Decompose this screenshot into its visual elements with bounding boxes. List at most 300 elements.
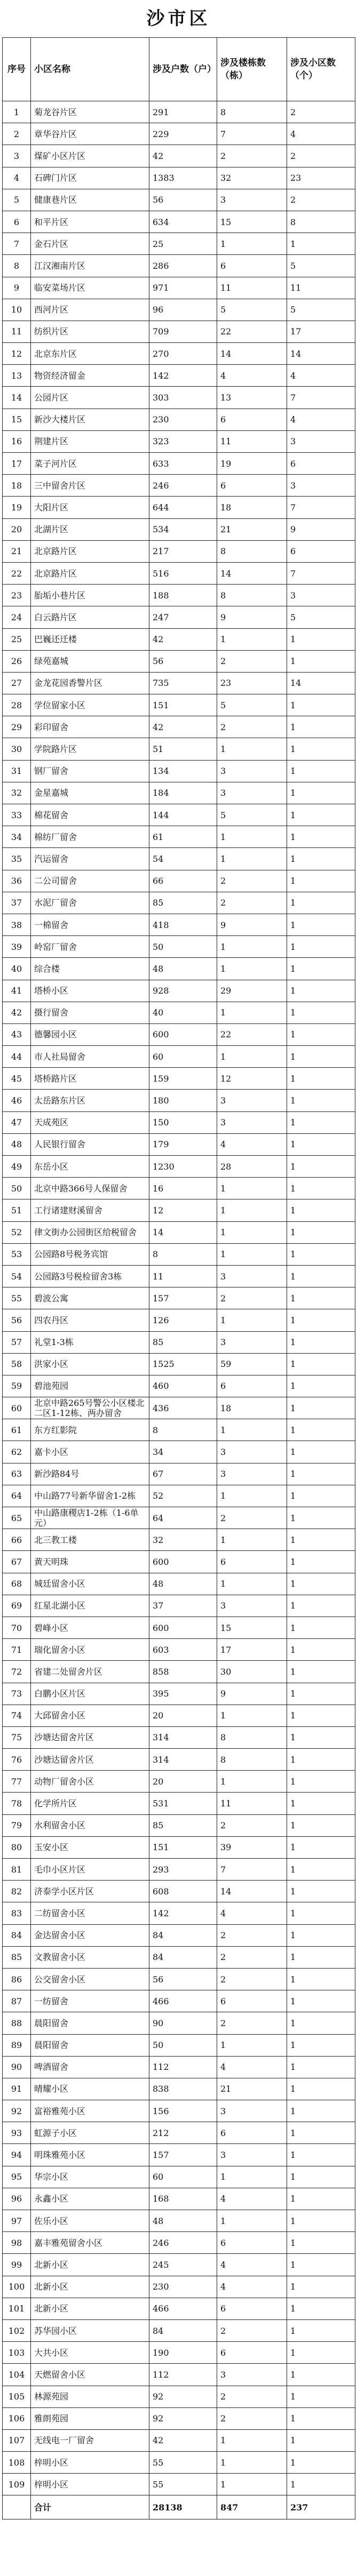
row-buildings: 1 bbox=[217, 958, 287, 980]
row-community-name: 玉安小区 bbox=[31, 1836, 149, 1858]
row-households: 60 bbox=[149, 2166, 217, 2188]
table-row bbox=[3, 1793, 355, 1814]
row-households: 84 bbox=[149, 2319, 217, 2341]
table-row bbox=[3, 1199, 355, 1221]
row-seq: 56 bbox=[3, 1309, 31, 1331]
row-community-name: 华宗小区 bbox=[31, 2166, 149, 2188]
row-community-name: 无线电一厂留舍 bbox=[31, 2429, 149, 2451]
row-community-name: 汽运留舍 bbox=[31, 848, 149, 870]
row-seq: 63 bbox=[3, 1463, 31, 1485]
row-households: 212 bbox=[149, 2122, 217, 2144]
row-households: 66 bbox=[149, 870, 217, 892]
row-community-name: 北京路片区 bbox=[31, 562, 149, 584]
table-row bbox=[3, 694, 355, 716]
row-communities: 1 bbox=[287, 1617, 355, 1638]
row-buildings: 5 bbox=[217, 694, 287, 716]
row-community-name: 岭窑厂留舍 bbox=[31, 936, 149, 958]
table-row bbox=[3, 1617, 355, 1638]
row-seq: 55 bbox=[3, 1287, 31, 1309]
row-communities: 1 bbox=[287, 2276, 355, 2298]
table-row bbox=[3, 738, 355, 760]
row-communities: 1 bbox=[287, 782, 355, 804]
row-households: 838 bbox=[149, 2078, 217, 2100]
table-row bbox=[3, 1771, 355, 1793]
row-households: 634 bbox=[149, 211, 217, 233]
row-community-name: 济泰学小区片区 bbox=[31, 1881, 149, 1902]
row-buildings: 2 bbox=[217, 870, 287, 892]
row-communities: 1 bbox=[287, 1836, 355, 1858]
row-buildings: 1 bbox=[217, 2034, 287, 2056]
row-households: 229 bbox=[149, 123, 217, 145]
row-community-name: 健康巷片区 bbox=[31, 189, 149, 211]
row-buildings: 3 bbox=[217, 1441, 287, 1463]
row-households: 245 bbox=[149, 2254, 217, 2276]
row-seq: 92 bbox=[3, 2100, 31, 2122]
table-row bbox=[3, 540, 355, 562]
row-community-name: 礼堂1-3栋 bbox=[31, 1331, 149, 1353]
table-row bbox=[3, 189, 355, 211]
table-row bbox=[3, 2342, 355, 2364]
row-buildings: 2 bbox=[217, 145, 287, 167]
row-community-name: 啤酒留舍 bbox=[31, 2056, 149, 2078]
row-seq: 28 bbox=[3, 694, 31, 716]
row-households: 60 bbox=[149, 1046, 217, 1068]
row-buildings: 2 bbox=[217, 1287, 287, 1309]
row-households: 50 bbox=[149, 2034, 217, 2056]
row-buildings: 7 bbox=[217, 1859, 287, 1881]
row-communities: 1 bbox=[287, 1463, 355, 1485]
row-households: 600 bbox=[149, 1023, 217, 1045]
row-communities: 1 bbox=[287, 1221, 355, 1243]
row-buildings: 3 bbox=[217, 1463, 287, 1485]
row-buildings: 2 bbox=[217, 892, 287, 914]
row-community-name: 白云路片区 bbox=[31, 606, 149, 628]
row-communities: 1 bbox=[287, 628, 355, 650]
table-row bbox=[3, 518, 355, 540]
row-seq: 98 bbox=[3, 2232, 31, 2254]
row-households: 928 bbox=[149, 980, 217, 1002]
row-buildings: 8 bbox=[217, 101, 287, 123]
row-seq: 51 bbox=[3, 1199, 31, 1221]
row-households: 291 bbox=[149, 101, 217, 123]
row-buildings: 8 bbox=[217, 540, 287, 562]
row-households: 112 bbox=[149, 2056, 217, 2078]
row-seq: 66 bbox=[3, 1529, 31, 1551]
row-households: 600 bbox=[149, 1617, 217, 1638]
table-row bbox=[3, 211, 355, 233]
row-seq: 43 bbox=[3, 1023, 31, 1045]
row-buildings: 3 bbox=[217, 1090, 287, 1111]
row-buildings: 3 bbox=[217, 1331, 287, 1353]
row-seq: 50 bbox=[3, 1178, 31, 1199]
row-community-name: 大邱留舍小区 bbox=[31, 1705, 149, 1726]
row-communities: 1 bbox=[287, 2100, 355, 2122]
table-row bbox=[3, 2056, 355, 2078]
row-buildings: 2 bbox=[217, 2319, 287, 2341]
row-communities: 1 bbox=[287, 1156, 355, 1178]
row-buildings: 6 bbox=[217, 2232, 287, 2254]
row-households: 61 bbox=[149, 826, 217, 848]
row-households: 971 bbox=[149, 277, 217, 299]
table-row bbox=[3, 716, 355, 738]
total-label: 合计 bbox=[31, 2495, 149, 2519]
row-seq: 57 bbox=[3, 1331, 31, 1353]
table-row bbox=[3, 1309, 355, 1331]
row-seq: 49 bbox=[3, 1156, 31, 1178]
row-seq: 65 bbox=[3, 1507, 31, 1529]
row-community-name: 塔桥路片区 bbox=[31, 1068, 149, 1090]
row-households: 151 bbox=[149, 694, 217, 716]
row-seq: 87 bbox=[3, 1990, 31, 2012]
row-community-name: 律文街办公园街区给税留舍 bbox=[31, 1221, 149, 1243]
table-row bbox=[3, 1221, 355, 1243]
row-seq: 35 bbox=[3, 848, 31, 870]
row-communities: 1 bbox=[287, 1287, 355, 1309]
row-households: 534 bbox=[149, 518, 217, 540]
row-communities: 17 bbox=[287, 321, 355, 342]
row-communities: 1 bbox=[287, 870, 355, 892]
header-seq: 序号 bbox=[3, 38, 31, 101]
row-buildings: 6 bbox=[217, 2122, 287, 2144]
row-buildings: 1 bbox=[217, 2474, 287, 2495]
row-households: 184 bbox=[149, 782, 217, 804]
row-households: 168 bbox=[149, 2188, 217, 2210]
row-buildings: 2 bbox=[217, 1814, 287, 1836]
row-seq: 12 bbox=[3, 343, 31, 365]
row-households: 50 bbox=[149, 936, 217, 958]
row-communities: 1 bbox=[287, 1507, 355, 1529]
row-households: 1383 bbox=[149, 167, 217, 189]
row-buildings: 2 bbox=[217, 1946, 287, 1968]
row-community-name: 晴耀小区 bbox=[31, 2078, 149, 2100]
table-row bbox=[3, 1046, 355, 1068]
row-community-name: 红星北湖小区 bbox=[31, 1595, 149, 1617]
row-community-name: 动物厂留舍小区 bbox=[31, 1771, 149, 1793]
row-communities: 1 bbox=[287, 1090, 355, 1111]
row-buildings: 22 bbox=[217, 321, 287, 342]
row-buildings: 3 bbox=[217, 1265, 287, 1287]
table-row bbox=[3, 2232, 355, 2254]
row-households: 608 bbox=[149, 1881, 217, 1902]
row-seq: 62 bbox=[3, 1441, 31, 1463]
row-households: 85 bbox=[149, 892, 217, 914]
row-buildings: 6 bbox=[217, 255, 287, 277]
row-seq: 97 bbox=[3, 2210, 31, 2232]
row-seq: 99 bbox=[3, 2254, 31, 2276]
row-seq: 39 bbox=[3, 936, 31, 958]
table-row bbox=[3, 365, 355, 387]
row-seq: 42 bbox=[3, 1002, 31, 1023]
row-communities: 1 bbox=[287, 1639, 355, 1661]
row-buildings: 3 bbox=[217, 1595, 287, 1617]
row-households: 314 bbox=[149, 1726, 217, 1748]
row-seq: 73 bbox=[3, 1683, 31, 1705]
row-households: 460 bbox=[149, 1375, 217, 1397]
row-buildings: 1 bbox=[217, 936, 287, 958]
row-seq: 106 bbox=[3, 2407, 31, 2429]
row-community-name: 四农丹区 bbox=[31, 1309, 149, 1331]
row-households: 32 bbox=[149, 1529, 217, 1551]
row-households: 188 bbox=[149, 585, 217, 606]
row-seq: 40 bbox=[3, 958, 31, 980]
row-community-name: 煤矿小区片区 bbox=[31, 145, 149, 167]
row-households: 246 bbox=[149, 475, 217, 497]
row-community-name: 城廷留舍小区 bbox=[31, 1573, 149, 1595]
row-communities: 1 bbox=[287, 980, 355, 1002]
row-community-name: 菊龙谷片区 bbox=[31, 101, 149, 123]
row-community-name: 综合楼 bbox=[31, 958, 149, 980]
row-communities: 1 bbox=[287, 2298, 355, 2319]
row-communities: 6 bbox=[287, 453, 355, 475]
row-households: 1230 bbox=[149, 1156, 217, 1178]
row-community-name: 沙塘达留舍片区 bbox=[31, 1726, 149, 1748]
table-row bbox=[3, 1968, 355, 1990]
row-households: 11 bbox=[149, 1265, 217, 1287]
row-seq: 2 bbox=[3, 123, 31, 145]
row-households: 436 bbox=[149, 1397, 217, 1419]
row-seq: 17 bbox=[3, 453, 31, 475]
row-community-name: 碧波公寓 bbox=[31, 1287, 149, 1309]
row-communities: 1 bbox=[287, 1551, 355, 1573]
row-households: 64 bbox=[149, 1507, 217, 1529]
row-buildings: 1 bbox=[217, 1199, 287, 1221]
row-community-name: 白鹏小区片区 bbox=[31, 1683, 149, 1705]
row-community-name: 章华谷片区 bbox=[31, 123, 149, 145]
row-households: 395 bbox=[149, 1683, 217, 1705]
row-seq: 10 bbox=[3, 299, 31, 321]
row-communities: 1 bbox=[287, 2429, 355, 2451]
table-row bbox=[3, 1507, 355, 1529]
row-communities: 1 bbox=[287, 2078, 355, 2100]
row-households: 55 bbox=[149, 2474, 217, 2495]
row-buildings: 32 bbox=[217, 167, 287, 189]
row-households: 92 bbox=[149, 2407, 217, 2429]
row-communities: 1 bbox=[287, 2319, 355, 2341]
row-community-name: 学位留家小区 bbox=[31, 694, 149, 716]
row-buildings: 1 bbox=[217, 2210, 287, 2232]
row-seq: 13 bbox=[3, 365, 31, 387]
row-seq: 96 bbox=[3, 2188, 31, 2210]
row-buildings: 1 bbox=[217, 1178, 287, 1199]
row-community-name: 佐乐小区 bbox=[31, 2210, 149, 2232]
row-households: 230 bbox=[149, 409, 217, 430]
row-households: 54 bbox=[149, 848, 217, 870]
table-row bbox=[3, 1924, 355, 1946]
row-households: 42 bbox=[149, 628, 217, 650]
row-seq: 34 bbox=[3, 826, 31, 848]
row-seq: 25 bbox=[3, 628, 31, 650]
total-households: 28138 bbox=[149, 2495, 217, 2519]
row-community-name: 天燃留舍小区 bbox=[31, 2364, 149, 2386]
row-communities: 1 bbox=[287, 1573, 355, 1595]
row-households: 735 bbox=[149, 672, 217, 694]
row-buildings: 1 bbox=[217, 2429, 287, 2451]
row-households: 67 bbox=[149, 1463, 217, 1485]
header-households: 涉及户数（户） bbox=[149, 38, 217, 101]
row-households: 314 bbox=[149, 1749, 217, 1771]
row-seq: 29 bbox=[3, 716, 31, 738]
row-buildings: 9 bbox=[217, 1683, 287, 1705]
table-row bbox=[3, 1068, 355, 1090]
row-buildings: 11 bbox=[217, 430, 287, 452]
row-community-name: 水泥厂留舍 bbox=[31, 892, 149, 914]
row-households: 246 bbox=[149, 2232, 217, 2254]
row-seq: 3 bbox=[3, 145, 31, 167]
row-buildings: 1 bbox=[217, 738, 287, 760]
row-households: 144 bbox=[149, 804, 217, 826]
total-communities: 237 bbox=[287, 2495, 355, 2519]
row-communities: 4 bbox=[287, 123, 355, 145]
row-community-name: 金龙花园香警片区 bbox=[31, 672, 149, 694]
row-seq: 94 bbox=[3, 2144, 31, 2166]
row-communities: 1 bbox=[287, 1859, 355, 1881]
row-communities: 1 bbox=[287, 2012, 355, 2034]
row-seq: 91 bbox=[3, 2078, 31, 2100]
row-households: 51 bbox=[149, 738, 217, 760]
row-households: 151 bbox=[149, 1836, 217, 1858]
table-row bbox=[3, 2298, 355, 2319]
row-communities: 1 bbox=[287, 1968, 355, 1990]
row-households: 466 bbox=[149, 1990, 217, 2012]
table-row bbox=[3, 1595, 355, 1617]
row-buildings: 3 bbox=[217, 189, 287, 211]
row-communities: 7 bbox=[287, 387, 355, 409]
row-seq: 7 bbox=[3, 233, 31, 255]
row-community-name: 北三教工楼 bbox=[31, 1529, 149, 1551]
row-seq: 38 bbox=[3, 914, 31, 935]
row-communities: 1 bbox=[287, 1749, 355, 1771]
row-communities: 14 bbox=[287, 343, 355, 365]
row-community-name: 人民银行留舍 bbox=[31, 1133, 149, 1155]
row-buildings: 3 bbox=[217, 1111, 287, 1133]
row-community-name: 梓明小区 bbox=[31, 2474, 149, 2495]
row-seq: 14 bbox=[3, 387, 31, 409]
row-households: 56 bbox=[149, 1968, 217, 1990]
row-community-name: 永鑫小区 bbox=[31, 2188, 149, 2210]
row-seq: 60 bbox=[3, 1397, 31, 1419]
row-households: 20 bbox=[149, 1771, 217, 1793]
row-communities: 1 bbox=[287, 2034, 355, 2056]
row-buildings: 2 bbox=[217, 2407, 287, 2429]
row-communities: 1 bbox=[287, 1419, 355, 1441]
row-community-name: 德馨园小区 bbox=[31, 1023, 149, 1045]
row-seq: 71 bbox=[3, 1639, 31, 1661]
row-seq: 31 bbox=[3, 760, 31, 782]
row-communities: 4 bbox=[287, 409, 355, 430]
row-community-name: 北新小区 bbox=[31, 2298, 149, 2319]
row-households: 126 bbox=[149, 1309, 217, 1331]
row-buildings: 59 bbox=[217, 1353, 287, 1375]
row-households: 20 bbox=[149, 1705, 217, 1726]
row-community-name: 石碑门片区 bbox=[31, 167, 149, 189]
row-seq: 72 bbox=[3, 1661, 31, 1683]
row-seq: 81 bbox=[3, 1859, 31, 1881]
row-communities: 1 bbox=[287, 1441, 355, 1463]
row-seq: 53 bbox=[3, 1243, 31, 1265]
row-households: 12 bbox=[149, 1199, 217, 1221]
row-communities: 1 bbox=[287, 2386, 355, 2407]
row-community-name: 化学所片区 bbox=[31, 1793, 149, 1814]
row-buildings: 23 bbox=[217, 672, 287, 694]
row-communities: 1 bbox=[287, 716, 355, 738]
row-seq: 26 bbox=[3, 650, 31, 672]
row-communities: 1 bbox=[287, 914, 355, 935]
row-households: 709 bbox=[149, 321, 217, 342]
row-households: 858 bbox=[149, 1661, 217, 1683]
row-buildings: 14 bbox=[217, 343, 287, 365]
table-row bbox=[3, 123, 355, 145]
row-seq: 69 bbox=[3, 1595, 31, 1617]
table-row bbox=[3, 1485, 355, 1507]
row-communities: 4 bbox=[287, 365, 355, 387]
row-seq: 37 bbox=[3, 892, 31, 914]
table-row bbox=[3, 2188, 355, 2210]
row-buildings: 39 bbox=[217, 1836, 287, 1858]
row-seq: 77 bbox=[3, 1771, 31, 1793]
table-row bbox=[3, 562, 355, 584]
row-seq: 100 bbox=[3, 2276, 31, 2298]
row-communities: 1 bbox=[287, 2254, 355, 2276]
table-row bbox=[3, 1814, 355, 1836]
row-households: 633 bbox=[149, 453, 217, 475]
row-community-name: 金石片区 bbox=[31, 233, 149, 255]
row-seq: 64 bbox=[3, 1485, 31, 1507]
row-buildings: 8 bbox=[217, 585, 287, 606]
row-seq: 83 bbox=[3, 1902, 31, 1924]
row-community-name: 黄天明珠 bbox=[31, 1551, 149, 1573]
table-row bbox=[3, 914, 355, 935]
row-buildings: 5 bbox=[217, 299, 287, 321]
row-buildings: 1 bbox=[217, 1002, 287, 1023]
table-row bbox=[3, 1178, 355, 1199]
row-households: 600 bbox=[149, 1551, 217, 1573]
table-row bbox=[3, 2319, 355, 2341]
row-communities: 1 bbox=[287, 804, 355, 826]
row-communities: 1 bbox=[287, 1068, 355, 1090]
row-communities: 1 bbox=[287, 2407, 355, 2429]
row-seq: 27 bbox=[3, 672, 31, 694]
row-buildings: 1 bbox=[217, 1221, 287, 1243]
row-seq: 80 bbox=[3, 1836, 31, 1858]
row-community-name: 中山路康稷店1-2栋（1-6单元） bbox=[31, 1507, 149, 1529]
row-community-name: 沙塘达留舍片区 bbox=[31, 1749, 149, 1771]
row-community-name: 太岳路东片区 bbox=[31, 1090, 149, 1111]
row-community-name: 塔桥小区 bbox=[31, 980, 149, 1002]
row-communities: 11 bbox=[287, 277, 355, 299]
row-seq: 79 bbox=[3, 1814, 31, 1836]
community-table bbox=[2, 37, 355, 2519]
row-households: 157 bbox=[149, 2144, 217, 2166]
row-buildings: 3 bbox=[217, 782, 287, 804]
row-communities: 1 bbox=[287, 1661, 355, 1683]
row-buildings: 3 bbox=[217, 760, 287, 782]
table-row bbox=[3, 980, 355, 1002]
row-communities: 1 bbox=[287, 1814, 355, 1836]
row-community-name: 苏华园小区 bbox=[31, 2319, 149, 2341]
table-row bbox=[3, 2122, 355, 2144]
row-buildings: 2 bbox=[217, 1924, 287, 1946]
row-buildings: 1 bbox=[217, 2452, 287, 2474]
table-row bbox=[3, 1397, 355, 1419]
row-communities: 1 bbox=[287, 1485, 355, 1507]
row-buildings: 1 bbox=[217, 1243, 287, 1265]
row-households: 644 bbox=[149, 497, 217, 518]
row-communities: 7 bbox=[287, 497, 355, 518]
row-seq: 36 bbox=[3, 870, 31, 892]
row-seq: 109 bbox=[3, 2474, 31, 2495]
table-row bbox=[3, 760, 355, 782]
row-households: 150 bbox=[149, 1111, 217, 1133]
